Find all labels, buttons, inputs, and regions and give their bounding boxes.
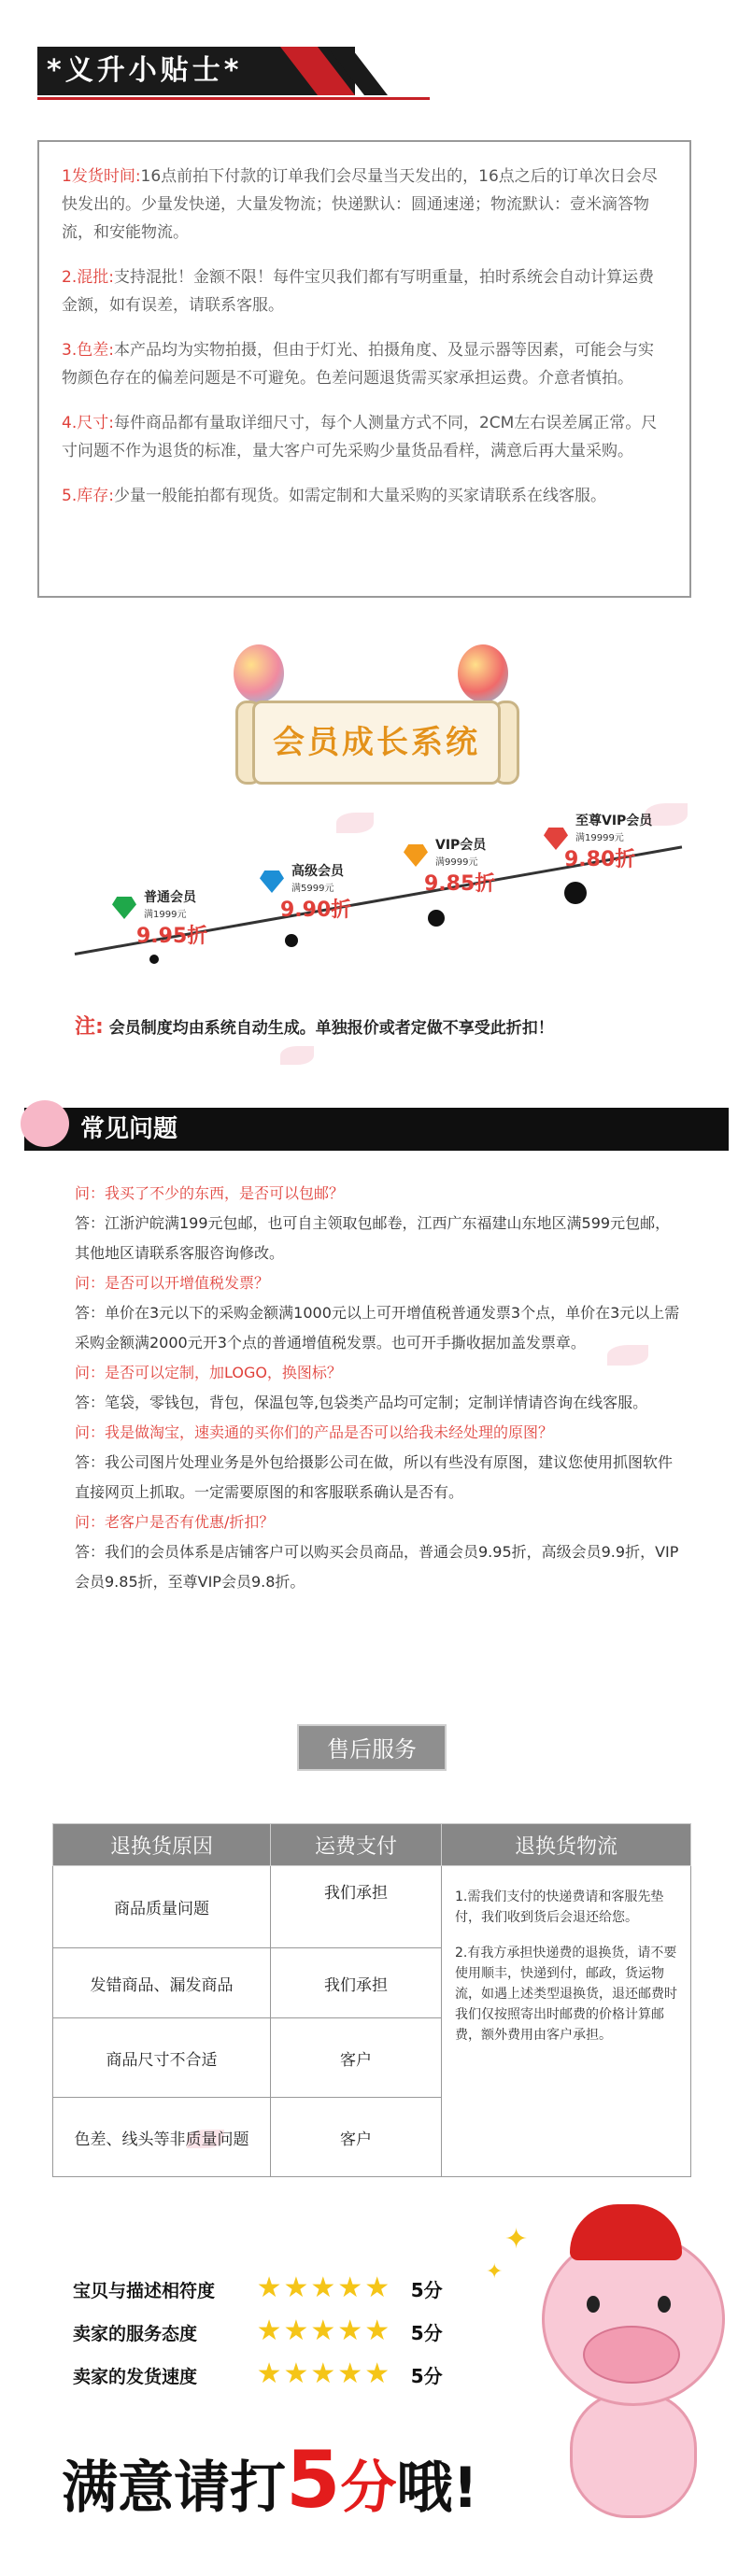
star-icon-row: ★★★★★: [256, 2357, 392, 2390]
after-sales-table: [52, 1823, 691, 2177]
level-name: 普通会员: [144, 890, 196, 905]
rating-row: [73, 2357, 443, 2390]
pay-cell: 我们承担: [271, 1866, 442, 1948]
rating-label: 卖家的发货速度: [73, 2367, 198, 2387]
level-discount: 9.95折: [136, 925, 208, 948]
pig-icon: [21, 1100, 69, 1147]
tip-item: [62, 482, 667, 510]
level-normal: [112, 887, 207, 949]
star-sparkle-icon: ✦: [504, 2223, 529, 2256]
level-dot: [285, 934, 298, 947]
faq-answer: 答：江浙沪皖满199元包邮，也可自主领取包邮卷，江西广东福建山东地区满599元包邮，其他地区请联系客服咨询修改。: [75, 1214, 671, 1262]
faq-question: 问：是否可以定制，加LOGO，换图标？: [75, 1364, 342, 1381]
rating-request-end: 哦!: [396, 2456, 478, 2521]
tip-text: 16点前拍下付款的订单我们会尽量当天发出的，16点之后的订单次日会尽快发出的。少量发快递，大量发物流；快递默认：圆通速递；物流默认：壹米滴答物流，和安能物流。: [62, 167, 658, 242]
tip-text: 支持混批！金额不限！每件宝贝我们都有写明重量，拍时系统会自动计算运费金额，如有误差，请联系客服。: [62, 268, 654, 315]
rating-row: [73, 2272, 443, 2304]
level-discount: 9.85折: [424, 872, 496, 896]
level-advanced: [260, 861, 351, 923]
gem-icon: [260, 870, 284, 893]
rating-label: 卖家的服务态度: [73, 2324, 198, 2344]
level-dot: [149, 955, 159, 964]
tip-item: [62, 336, 667, 392]
pay-cell: 客户: [271, 2018, 442, 2098]
level-dot: [564, 882, 587, 904]
rating-label: 宝贝与描述相符度: [73, 2281, 216, 2301]
eye-icon: [658, 2296, 671, 2313]
tips-box: [37, 140, 691, 598]
tip-key: 1发货时间:: [62, 167, 141, 186]
rating-request-five: 5: [286, 2434, 341, 2526]
stripe-decoration: [280, 47, 392, 95]
level-discount: 9.80折: [564, 848, 636, 871]
reason-cell: 商品质量问题: [53, 1866, 271, 1948]
tips-title: *义升小贴士*: [37, 47, 355, 95]
rating-request-text: 满意请打: [62, 2456, 286, 2521]
pig-body: [570, 2391, 697, 2518]
petal-decoration: [336, 813, 374, 833]
pay-cell: 我们承担: [271, 1948, 442, 2018]
tip-item: [62, 263, 667, 319]
reason-cell: 发错商品、漏发商品: [53, 1948, 271, 2018]
faq-answer: 答：我公司图片处理业务是外包给摄影公司在做，所以有些没有原图，建议您使用抓图软件直接网页上抓取。一定需要原图的和客服联系确认是否有。: [75, 1453, 674, 1501]
reason-cell: 色差、线头等非质量问题: [53, 2098, 271, 2177]
eye-icon: [587, 2296, 600, 2313]
logistics-cell: [442, 1866, 691, 2177]
rating-score: 5分: [410, 2279, 443, 2301]
tip-text: 每件商品都有量取详细尺寸，每个人测量方式不同，2CM左右误差属正常。尺寸问题不作为退货的标准，量大客户可先采购少量货品看样，满意后再大量采购。: [62, 414, 658, 460]
balloon-icon: [234, 644, 284, 702]
level-dot: [428, 910, 445, 927]
level-requirement: 满19999元: [575, 833, 624, 843]
balloon-icon: [458, 644, 508, 702]
pig-snout-icon: [583, 2326, 680, 2384]
rating-request: [62, 2434, 478, 2526]
member-note: [75, 1011, 554, 1040]
rating-row: [73, 2314, 443, 2347]
member-title: 会员成长系统: [252, 701, 501, 785]
rating-score: 5分: [410, 2365, 443, 2387]
level-requirement: 满9999元: [435, 857, 478, 868]
santa-hat-icon: [570, 2204, 682, 2260]
tip-key: 4.尺寸:: [62, 414, 114, 432]
level-requirement: 满5999元: [291, 884, 334, 894]
tip-item: [62, 163, 667, 247]
logistics-note-1: 1.需我们支付的快递费请和客服先垫付，我们收到货后会退还给您。: [455, 1890, 664, 1925]
gem-icon: [404, 844, 428, 867]
level-supreme-vip: [544, 811, 652, 872]
star-icon-row: ★★★★★: [256, 2272, 392, 2304]
faq-list: [75, 1179, 682, 1597]
tip-key: 2.混批:: [62, 268, 114, 287]
star-icon-row: ★★★★★: [256, 2314, 392, 2347]
gem-icon: [112, 897, 136, 919]
after-sales-button[interactable]: 售后服务: [297, 1724, 447, 1771]
tip-text: 本产品均为实物拍摄，但由于灯光、拍摄角度、及显示器等因素，可能会与实物颜色存在的偏差问题是不可避免。色差问题退货需买家承担运费。介意者慎拍。: [62, 341, 654, 388]
note-text: 会员制度均由系统自动生成。单独报价或者定做不享受此折扣！: [108, 1019, 554, 1038]
level-discount: 9.90折: [280, 899, 352, 922]
reason-cell: 商品尺寸不合适: [53, 2018, 271, 2098]
faq-answer: 答：笔袋，零钱包，背包，保温包等,包袋类产品均可定制；定制详情请咨询在线客服。: [75, 1394, 648, 1411]
tip-item: [62, 409, 667, 465]
column-header: 退换货物流: [442, 1824, 691, 1866]
column-header: 运费支付: [271, 1824, 442, 1866]
faq-answer: 答：单价在3元以下的采购金额满1000元以上可开增值税普通发票3个点，单价在3元以上需采购金额满2000元开3个点的普通增值税发票。也可开手撕收据加盖发票章。: [75, 1304, 680, 1352]
level-name: 至尊VIP会员: [575, 814, 653, 828]
faq-question: 问：我买了不少的东西，是否可以包邮？: [75, 1184, 345, 1202]
star-sparkle-icon: ✦: [486, 2260, 504, 2284]
divider: [37, 97, 430, 100]
faq-answer: 答：我们的会员体系是店铺客户可以购买会员商品，普通会员9.95折，高级会员9.9折，VIP会员9.85折，至尊VIP会员9.8折。: [75, 1543, 679, 1591]
logistics-note-2: 2.有我方承担快递费的退换货，请不要使用顺丰，快递到付，邮政，货运物流，如遇上述类型退换货，退还邮费时我们仅按照寄出时邮费的价格计算邮费，额外费用由客户承担。: [455, 1946, 677, 2043]
note-key: 注:: [75, 1015, 104, 1039]
rating-score: 5分: [410, 2322, 443, 2344]
table-row: [53, 1866, 691, 1948]
level-name: VIP会员: [435, 838, 487, 853]
column-header: 退换货原因: [53, 1824, 271, 1866]
tip-key: 5.库存:: [62, 487, 114, 505]
pay-cell: 客户: [271, 2098, 442, 2177]
tip-text: 少量一般能拍都有现货。如需定制和大量采购的买家请联系在线客服。: [113, 487, 606, 505]
faq-title: 常见问题: [80, 1115, 178, 1143]
level-vip: [404, 835, 495, 897]
level-name: 高级会员: [291, 864, 344, 879]
table-header-row: [53, 1824, 691, 1866]
faq-question: 问：我是做淘宝，速卖通的买你们的产品是否可以给我未经处理的原图？: [75, 1423, 554, 1441]
petal-decoration: [280, 1046, 314, 1065]
tip-key: 3.色差:: [62, 341, 114, 360]
level-requirement: 满1999元: [144, 910, 187, 920]
faq-question: 问：老客户是否有优惠/折扣？: [75, 1513, 275, 1531]
rating-request-unit: 分: [340, 2456, 397, 2521]
faq-question: 问：是否可以开增值税发票？: [75, 1274, 270, 1292]
